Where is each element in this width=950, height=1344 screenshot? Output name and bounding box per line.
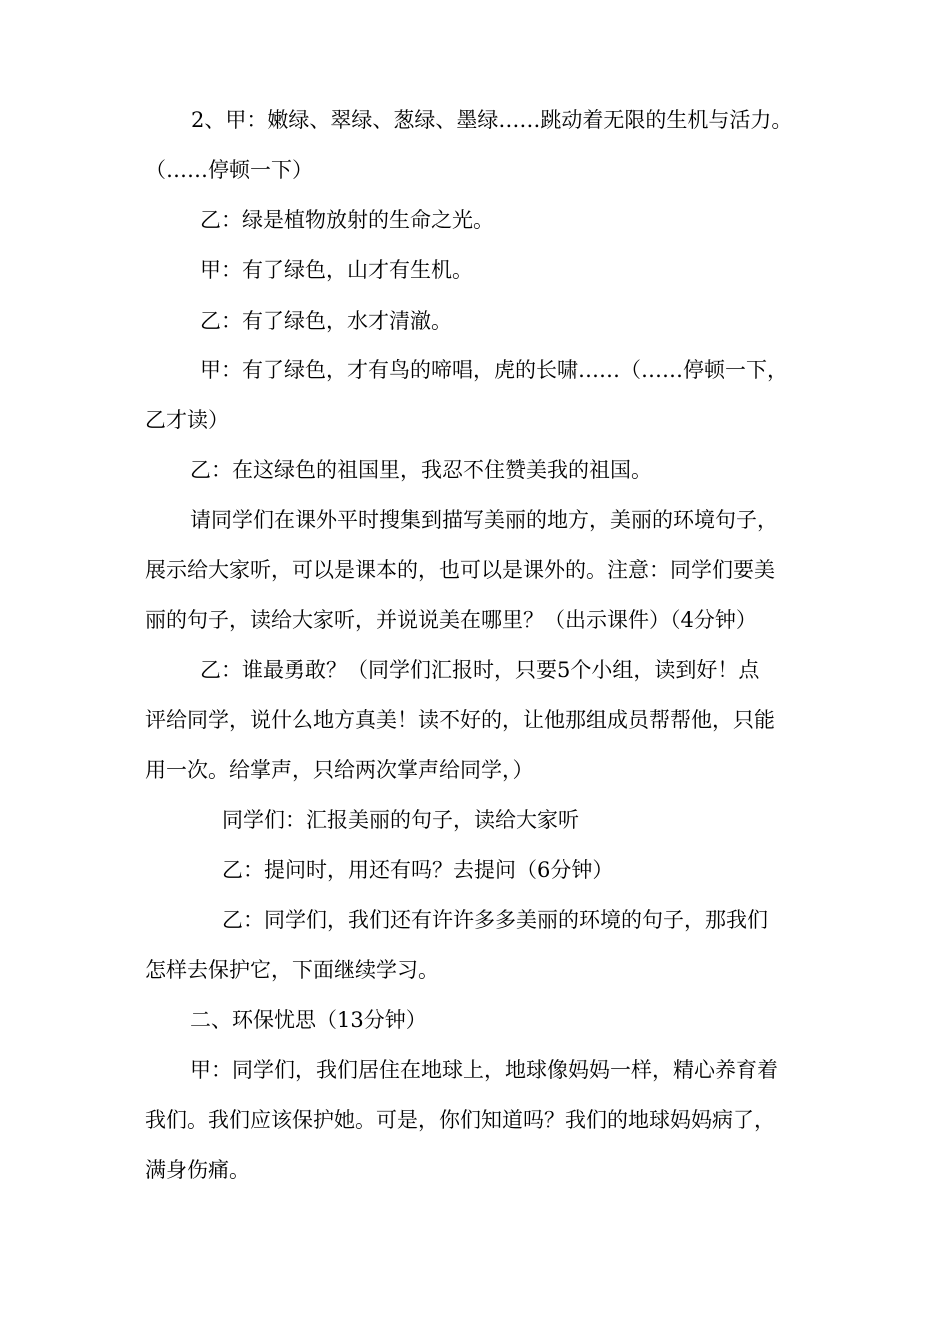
text-line: 满身伤痛。 (145, 1158, 250, 1182)
section-heading: 二、环保忧思（13分钟） (190, 1008, 427, 1032)
text-line: 乙：同学们，我们还有许许多多美丽的环境的句子，那我们 (222, 908, 768, 932)
text-line: 甲：同学们，我们居住在地球上，地球像妈妈一样，精心养育着 (190, 1058, 778, 1082)
text-line: 同学们：汇报美丽的句子，读给大家听 (222, 808, 579, 832)
text-line: 请同学们在课外平时搜集到描写美丽的地方，美丽的环境句子， (190, 508, 778, 532)
text-line: 乙：绿是植物放射的生命之光。 (200, 208, 494, 232)
text-line: 我们。我们应该保护她。可是，你们知道吗？我们的地球妈妈病了， (145, 1108, 775, 1132)
text-line: 乙：在这绿色的祖国里，我忍不住赞美我的祖国。 (190, 458, 652, 482)
text-line: 乙：提问时，用还有吗？去提问（6分钟） (222, 858, 614, 882)
text-line: 乙：有了绿色，水才清澈。 (200, 309, 452, 333)
text-line: 丽的句子，读给大家听，并说说美在哪里？（出示课件）（4分钟） (145, 608, 757, 632)
text-line: 怎样去保护它，下面继续学习。 (145, 958, 439, 982)
text-line: 乙才读） (145, 408, 229, 432)
text-line: （……停顿一下） (145, 158, 313, 182)
text-line: 评给同学，说什么地方真美！读不好的，让他那组成员帮帮他，只能 (145, 708, 775, 732)
text-line: 用一次。给掌声，只给两次掌声给同学，） (145, 758, 534, 782)
text-line: 展示给大家听，可以是课本的，也可以是课外的。注意：同学们要美 (145, 558, 775, 582)
text-line: 乙：谁最勇敢？（同学们汇报时，只要5个小组，读到好！点 (200, 658, 760, 682)
text-line: 甲：有了绿色，才有鸟的啼唱，虎的长啸……（……停顿一下， (200, 358, 788, 382)
text-line: 2、甲：嫩绿、翠绿、葱绿、墨绿……跳动着无限的生机与活力。 (191, 108, 793, 132)
text-line: 甲：有了绿色，山才有生机。 (200, 258, 473, 282)
